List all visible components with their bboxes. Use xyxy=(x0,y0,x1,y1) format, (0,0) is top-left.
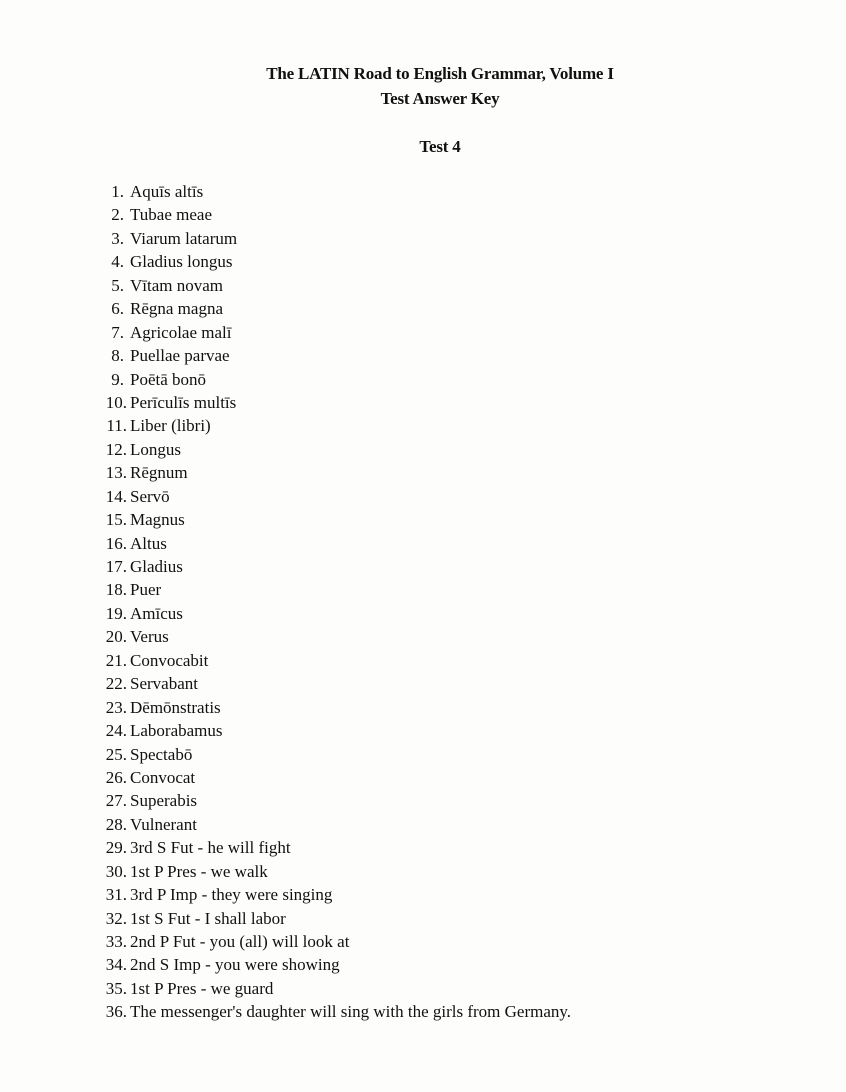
answer-item xyxy=(96,860,571,883)
answer-item xyxy=(96,836,571,859)
answer-text: Puer xyxy=(130,580,162,600)
answer-number: 11. xyxy=(106,416,127,436)
answer-item xyxy=(96,532,571,555)
answer-number: 22. xyxy=(105,674,127,694)
answer-item xyxy=(96,274,571,297)
answer-number: 9. xyxy=(111,369,124,389)
answer-item xyxy=(96,368,571,391)
answer-number: 6. xyxy=(111,299,124,319)
answer-item xyxy=(96,883,571,906)
answer-number: 12. xyxy=(105,439,127,459)
answer-number: 5. xyxy=(111,275,124,295)
answer-text: Convocat xyxy=(130,767,196,787)
answer-text: Superabis xyxy=(130,791,198,811)
answer-text: Rēgna magna xyxy=(130,299,223,319)
answer-item xyxy=(96,321,571,344)
answer-item xyxy=(96,625,571,648)
answer-number: 17. xyxy=(105,557,127,576)
answer-item xyxy=(96,930,571,953)
answer-number: 3. xyxy=(111,228,124,248)
answer-number: 14. xyxy=(105,486,127,506)
answer-text: 3rd S Fut - he will fight xyxy=(130,838,291,858)
answer-number: 19. xyxy=(105,603,127,623)
answer-item xyxy=(96,414,571,437)
answer-item xyxy=(96,344,571,367)
answer-text: 1st S Fut - I shall labor xyxy=(130,908,286,928)
answer-text: Amīcus xyxy=(130,603,183,623)
document-subtitle: Test Answer Key xyxy=(380,89,500,108)
answer-number: 8. xyxy=(111,346,124,366)
answer-number: 10. xyxy=(105,392,127,412)
answer-text: Poētā bonō xyxy=(130,369,207,389)
answer-item xyxy=(96,438,571,461)
answer-item xyxy=(96,555,571,578)
answer-text: Spectabō xyxy=(130,744,193,764)
answer-number: 33. xyxy=(105,932,127,951)
answer-text: Servō xyxy=(130,486,170,506)
answer-item xyxy=(96,696,571,719)
answer-number: 26. xyxy=(105,767,127,787)
answer-number: 20. xyxy=(105,627,127,647)
answer-item xyxy=(96,1000,571,1023)
answer-text: Gladius xyxy=(130,557,183,576)
answer-number: 18. xyxy=(105,580,127,600)
answer-item xyxy=(96,203,571,226)
answer-number: 36. xyxy=(105,1002,127,1022)
answer-number: 28. xyxy=(105,814,127,834)
answer-item xyxy=(96,719,571,742)
answer-number: 16. xyxy=(105,533,127,553)
answer-text: Liber (libri) xyxy=(130,416,211,436)
answer-item xyxy=(96,180,571,203)
answer-text: Vītam novam xyxy=(130,275,224,295)
answer-list xyxy=(96,180,571,1024)
answer-text: Agricolae malī xyxy=(130,322,232,342)
answer-number: 13. xyxy=(105,463,127,483)
answer-text: Viarum latarum xyxy=(130,228,238,248)
answer-number: 34. xyxy=(105,955,127,975)
answer-text: Aquīs altīs xyxy=(130,182,204,201)
answer-item xyxy=(96,250,571,273)
answer-text: Verus xyxy=(130,627,169,647)
answer-item xyxy=(96,578,571,601)
answer-text: Laborabamus xyxy=(130,721,223,741)
answer-item xyxy=(96,461,571,484)
answer-item xyxy=(96,743,571,766)
answer-text: Longus xyxy=(130,439,181,459)
answer-item xyxy=(96,227,571,250)
answer-item xyxy=(96,508,571,531)
answer-number: 25. xyxy=(105,744,127,764)
answer-text: Altus xyxy=(130,533,167,553)
answer-text: 1st P Pres - we walk xyxy=(130,861,268,881)
answer-text: Dēmōnstratis xyxy=(130,697,221,717)
answer-number: 29. xyxy=(105,838,127,858)
answer-item xyxy=(96,977,571,1000)
answer-text: 1st P Pres - we guard xyxy=(130,978,274,998)
answer-number: 15. xyxy=(105,510,127,530)
answer-number: 32. xyxy=(105,908,127,928)
answer-item xyxy=(96,672,571,695)
answer-number: 23. xyxy=(105,697,127,717)
answer-item xyxy=(96,766,571,789)
answer-text: The messenger's daughter will sing with the girls from Germany. xyxy=(130,1002,572,1022)
answer-number: 7. xyxy=(111,322,124,342)
answer-text: Servabant xyxy=(130,674,198,694)
document-title: The LATIN Road to English Grammar, Volume I xyxy=(266,64,614,83)
answer-item xyxy=(96,485,571,508)
answer-number: 21. xyxy=(105,650,127,670)
answer-number: 30. xyxy=(105,861,127,881)
answer-text: Vulnerant xyxy=(130,814,197,834)
answer-text: 3rd P Imp - they were singing xyxy=(130,885,333,905)
answer-text: Tubae meae xyxy=(130,205,212,225)
answer-item xyxy=(96,953,571,976)
answer-item xyxy=(96,907,571,930)
answer-number: 35. xyxy=(105,978,127,998)
answer-item xyxy=(96,391,571,414)
answer-number: 4. xyxy=(111,252,124,272)
answer-text: 2nd S Imp - you were showing xyxy=(130,955,340,975)
answer-text: Puellae parvae xyxy=(130,346,230,366)
answer-text: Gladius longus xyxy=(130,252,233,272)
answer-text: Rēgnum xyxy=(130,463,188,483)
answer-item xyxy=(96,813,571,836)
answer-item xyxy=(96,789,571,812)
answer-item xyxy=(96,649,571,672)
answer-number: 24. xyxy=(105,721,127,741)
answer-text: Perīculīs multīs xyxy=(130,392,237,412)
answer-item xyxy=(96,297,571,320)
answer-item xyxy=(96,602,571,625)
answer-number: 31. xyxy=(105,885,127,905)
answer-number: 2. xyxy=(111,205,124,225)
answer-text: Magnus xyxy=(130,510,185,530)
answer-text: 2nd P Fut - you (all) will look at xyxy=(130,932,350,951)
answer-number: 27. xyxy=(105,791,127,811)
test-heading: Test 4 xyxy=(419,137,461,156)
answer-number: 1. xyxy=(111,182,124,201)
answer-text: Convocabit xyxy=(130,650,209,670)
